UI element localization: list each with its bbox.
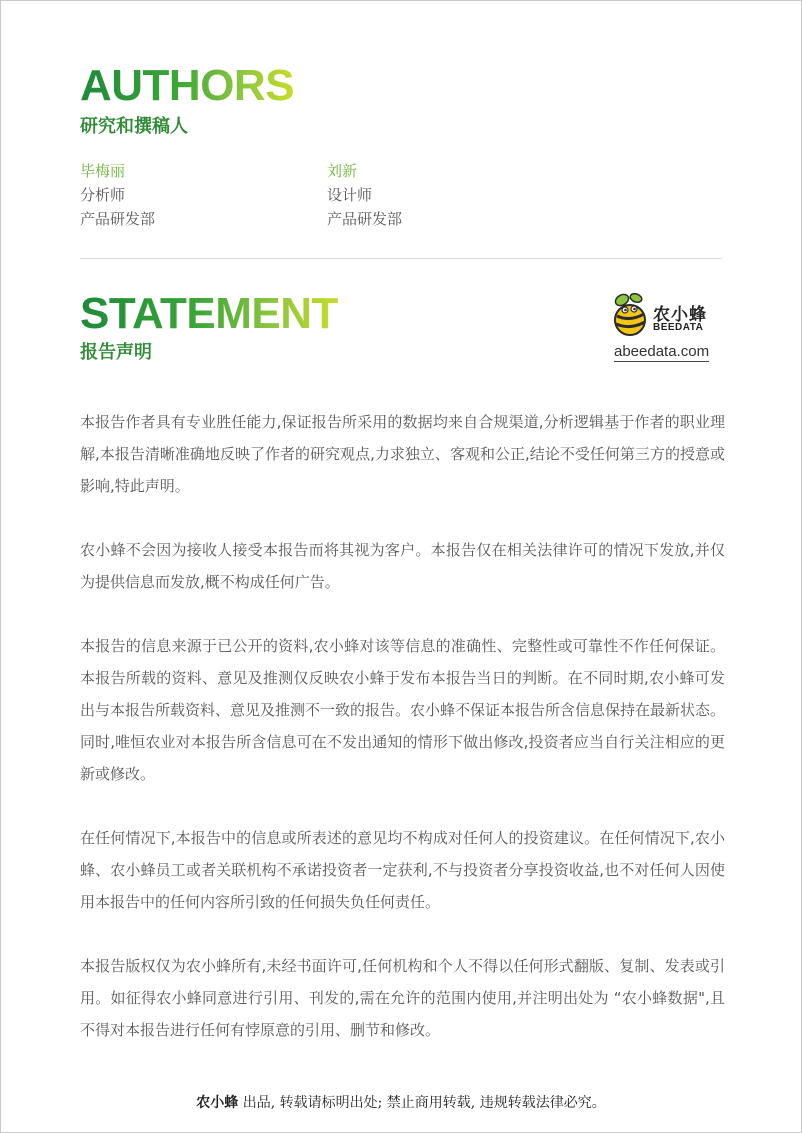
author-role: 设计师 — [327, 186, 373, 204]
footer-text: 出品, 转载请标明出处; 禁止商用转载, 违规转载法律必究。 — [238, 1095, 606, 1111]
section-divider — [80, 258, 722, 259]
statement-paragraph: 本报告版权仅为农小蜂所有,未经书面许可,任何机构和个人不得以任何形式翻版、复制、发表或引用。如征得农小蜂同意进行引用、刊发的,需在允许的范围内使用,并注明出处为 “农小蜂数据",且不得对本报告进行任何有悖原意的引用、删节和修改。 — [80, 957, 725, 1039]
author-department: 产品研发部 — [327, 210, 403, 228]
beedata-logo — [612, 292, 718, 364]
logo-brand-cn: 农小蜂 — [653, 305, 707, 325]
statement-paragraph: 在任何情况下,本报告中的信息或所表述的意见均不构成对任何人的投资建议。在任何情况下,农小蜂、农小蜂员工或者关联机构不承诺投资者一定获利,不与投资者分享投资收益,也不对任何人因使用本报告中的任何内容所引致的任何损失负任何责任。 — [80, 829, 725, 911]
logo-brand-en: BEEDATA — [653, 322, 704, 333]
author-card — [80, 159, 155, 231]
authors-subtitle: 研究和撰稿人 — [80, 116, 188, 137]
statement-subtitle: 报告声明 — [80, 342, 152, 363]
statement-paragraph: 本报告的信息来源于已公开的资料,农小蜂对该等信息的准确性、完整性或可靠性不作任何保证。本报告所载的资料、意见及推测仅反映农小蜂于发布本报告当日的判断。在不同时期,农小蜂可发出与本报告所载资料、意见及推测不一致的报告。农小蜂不保证本报告所含信息保持在最新状态。同时,唯恒农业对本报告所含信息可在不发出通知的情形下做出修改,投资者应当自行关注相应的更新或修改。 — [80, 637, 726, 783]
bee-icon — [612, 292, 652, 340]
logo-url[interactable]: abeedata.com — [614, 343, 710, 360]
author-card — [327, 159, 402, 231]
statement-body — [80, 406, 725, 1078]
author-name: 毕梅丽 — [80, 162, 126, 180]
author-department: 产品研发部 — [80, 210, 156, 228]
statement-paragraph: 农小蜂不会因为接收人接受本报告而将其视为客户。本报告仅在相关法律许可的情况下发放,并仅为提供信息而发放,概不构成任何广告。 — [80, 541, 725, 591]
footer-brand: 农小蜂 — [196, 1095, 239, 1111]
author-name: 刘新 — [327, 162, 358, 180]
footer — [0, 1093, 802, 1113]
statement-paragraph: 本报告作者具有专业胜任能力,保证报告所采用的数据均来自合规渠道,分析逻辑基于作者的职业理解,本报告清晰准确地反映了作者的研究观点,力求独立、客观和公正,结论不受任何第三方的授意或影响,特此声明。 — [80, 413, 725, 495]
statement-heading: STATEMENT — [80, 289, 338, 338]
author-role: 分析师 — [80, 186, 126, 204]
authors-heading: AUTHORS — [80, 61, 295, 110]
